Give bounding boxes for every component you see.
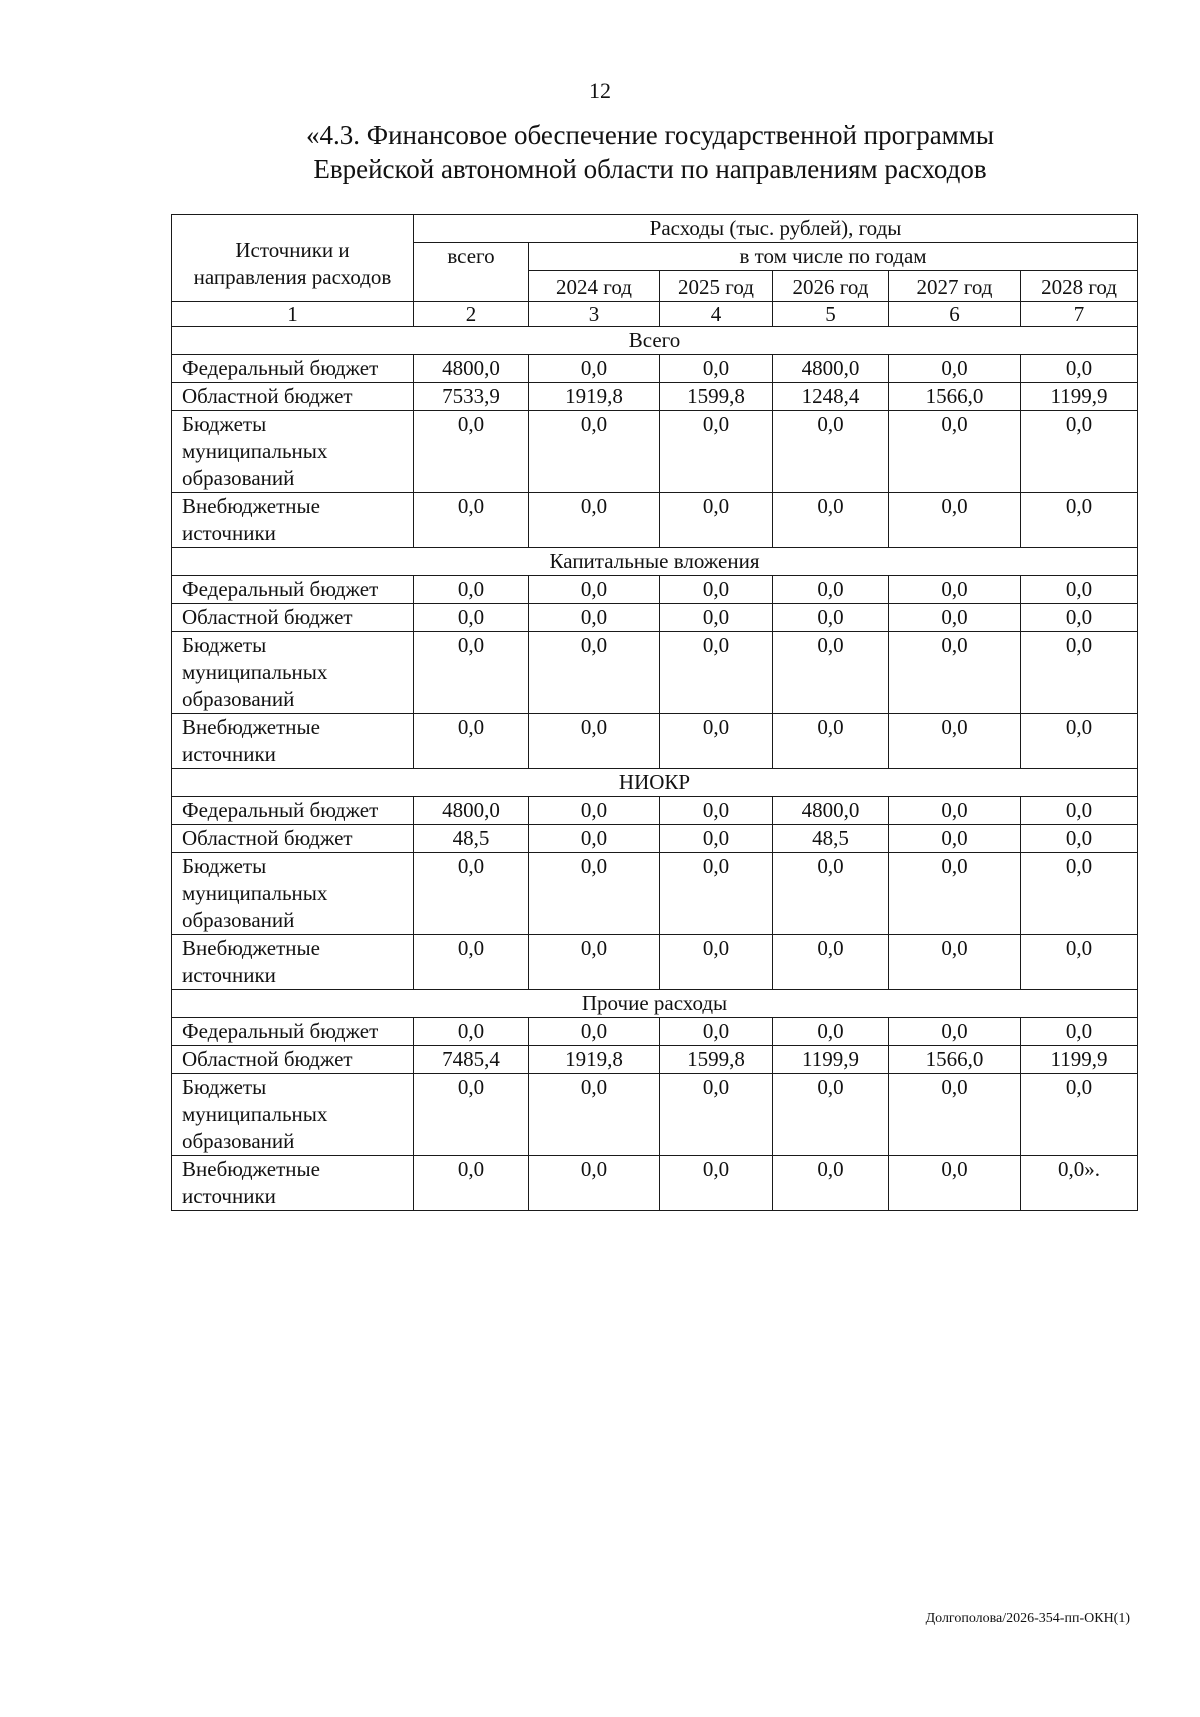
table-row [172,1156,1138,1211]
section-row [172,548,1138,576]
amount-cell: 0,0 [773,604,889,632]
amount-cell: 0,0 [414,576,529,604]
amount-cell: 0,0 [889,1156,1021,1211]
amount-cell: 0,0 [889,714,1021,769]
table-row [172,825,1138,853]
amount-cell: 0,0 [889,632,1021,714]
amount-cell: 0,0 [529,355,660,383]
section-title: Капитальные вложения [172,548,1138,576]
amount-cell: 0,0 [889,1018,1021,1046]
title-line-1: «4.3. Финансовое обеспечение государственной программы [306,120,994,150]
amount-cell: 0,0 [1021,797,1138,825]
column-number: 2 [414,302,529,327]
amount-cell: 0,0 [1021,576,1138,604]
amount-cell: 0,0». [1021,1156,1138,1211]
column-number: 6 [889,302,1021,327]
header-total: всего [414,243,529,302]
amount-cell: 0,0 [1021,632,1138,714]
amount-cell: 0,0 [529,632,660,714]
table-row [172,632,1138,714]
amount-cell: 0,0 [660,714,773,769]
section-title: НИОКР [172,769,1138,797]
amount-cell: 0,0 [414,493,529,548]
source-label: Областной бюджет [172,383,414,411]
table-row [172,1018,1138,1046]
amount-cell: 0,0 [889,797,1021,825]
amount-cell: 0,0 [529,576,660,604]
amount-cell: 0,0 [773,1156,889,1211]
source-label: Областной бюджет [172,604,414,632]
amount-cell: 0,0 [414,632,529,714]
amount-cell: 0,0 [414,853,529,935]
section-title: Прочие расходы [172,990,1138,1018]
table-row [172,714,1138,769]
amount-cell: 0,0 [529,1156,660,1211]
amount-cell: 0,0 [414,935,529,990]
amount-cell: 0,0 [773,632,889,714]
amount-cell: 0,0 [889,853,1021,935]
amount-cell: 0,0 [773,1018,889,1046]
amount-cell: 48,5 [773,825,889,853]
amount-cell: 0,0 [1021,1018,1138,1046]
amount-cell: 0,0 [414,411,529,493]
column-number: 7 [1021,302,1138,327]
column-number: 5 [773,302,889,327]
title-line-2: Еврейской автономной области по направлениям расходов [313,154,987,184]
amount-cell: 1599,8 [660,1046,773,1074]
document-code: Долгополова/2026-354-пп-ОКН(1) [925,1611,1130,1626]
source-label: Областной бюджет [172,1046,414,1074]
amount-cell: 4800,0 [414,797,529,825]
amount-cell: 1919,8 [529,1046,660,1074]
section-row [172,990,1138,1018]
amount-cell: 0,0 [660,411,773,493]
amount-cell: 0,0 [660,797,773,825]
amount-cell: 0,0 [414,1074,529,1156]
header-year: 2027 год [889,271,1021,302]
amount-cell: 0,0 [889,576,1021,604]
amount-cell: 0,0 [1021,853,1138,935]
amount-cell: 0,0 [414,604,529,632]
amount-cell: 0,0 [889,935,1021,990]
amount-cell: 0,0 [1021,1074,1138,1156]
header-row-1 [172,215,1138,243]
source-label: Федеральный бюджет [172,355,414,383]
amount-cell: 0,0 [889,355,1021,383]
amount-cell: 0,0 [889,493,1021,548]
amount-cell: 1248,4 [773,383,889,411]
amount-cell: 0,0 [1021,355,1138,383]
table-row [172,1046,1138,1074]
amount-cell: 7533,9 [414,383,529,411]
amount-cell: 0,0 [1021,493,1138,548]
table-row [172,1074,1138,1156]
table-row [172,493,1138,548]
amount-cell: 0,0 [773,576,889,604]
header-year: 2026 год [773,271,889,302]
amount-cell: 0,0 [889,411,1021,493]
amount-cell: 1566,0 [889,383,1021,411]
document-title [0,118,1200,186]
amount-cell: 0,0 [660,604,773,632]
amount-cell: 4800,0 [773,797,889,825]
table-row [172,604,1138,632]
source-label: Бюджеты муниципальных образований [172,853,414,935]
amount-cell: 0,0 [529,714,660,769]
amount-cell: 0,0 [773,714,889,769]
amount-cell: 0,0 [529,853,660,935]
source-label: Областной бюджет [172,825,414,853]
amount-cell: 0,0 [889,1074,1021,1156]
amount-cell: 0,0 [660,1074,773,1156]
amount-cell: 0,0 [1021,411,1138,493]
header-expenses: Расходы (тыс. рублей), годы [414,215,1138,243]
header-year: 2024 год [529,271,660,302]
section-title: Всего [172,327,1138,355]
source-label: Бюджеты муниципальных образований [172,632,414,714]
header-year: 2025 год [660,271,773,302]
source-label: Внебюджетные источники [172,714,414,769]
source-label: Внебюджетные источники [172,1156,414,1211]
amount-cell: 1199,9 [773,1046,889,1074]
amount-cell: 0,0 [414,714,529,769]
amount-cell: 0,0 [773,493,889,548]
amount-cell: 0,0 [889,825,1021,853]
amount-cell: 0,0 [773,1074,889,1156]
table-row [172,355,1138,383]
table-row [172,797,1138,825]
amount-cell: 0,0 [660,853,773,935]
amount-cell: 0,0 [1021,604,1138,632]
amount-cell: 1199,9 [1021,383,1138,411]
amount-cell: 0,0 [660,493,773,548]
amount-cell: 0,0 [1021,825,1138,853]
header-sources: Источники и направления расходов [172,215,414,302]
amount-cell: 0,0 [529,1074,660,1156]
amount-cell: 0,0 [660,825,773,853]
amount-cell: 0,0 [660,1156,773,1211]
column-numbers-row [172,302,1138,327]
amount-cell: 0,0 [529,935,660,990]
amount-cell: 0,0 [529,1018,660,1046]
column-number: 3 [529,302,660,327]
header-year: 2028 год [1021,271,1138,302]
amount-cell: 0,0 [1021,714,1138,769]
page-number: 12 [589,78,611,103]
amount-cell: 0,0 [660,1018,773,1046]
column-number: 4 [660,302,773,327]
amount-cell: 0,0 [529,411,660,493]
section-row [172,327,1138,355]
amount-cell: 0,0 [660,632,773,714]
source-label: Внебюджетные источники [172,935,414,990]
amount-cell: 1919,8 [529,383,660,411]
table-row [172,383,1138,411]
section-row [172,769,1138,797]
column-number: 1 [172,302,414,327]
amount-cell: 0,0 [773,935,889,990]
table-row [172,853,1138,935]
source-label: Бюджеты муниципальных образований [172,1074,414,1156]
amount-cell: 0,0 [773,853,889,935]
source-label: Бюджеты муниципальных образований [172,411,414,493]
header-by-years: в том числе по годам [529,243,1138,271]
amount-cell: 4800,0 [773,355,889,383]
amount-cell: 0,0 [889,604,1021,632]
amount-cell: 4800,0 [414,355,529,383]
amount-cell: 1199,9 [1021,1046,1138,1074]
amount-cell: 0,0 [529,797,660,825]
amount-cell: 0,0 [414,1018,529,1046]
amount-cell: 0,0 [660,935,773,990]
table-row [172,576,1138,604]
table-row [172,411,1138,493]
financing-table [171,214,1138,1211]
source-label: Внебюджетные источники [172,493,414,548]
amount-cell: 7485,4 [414,1046,529,1074]
amount-cell: 0,0 [529,493,660,548]
amount-cell: 0,0 [529,825,660,853]
amount-cell: 0,0 [660,576,773,604]
table-row [172,935,1138,990]
amount-cell: 0,0 [414,1156,529,1211]
amount-cell: 0,0 [660,355,773,383]
amount-cell: 1566,0 [889,1046,1021,1074]
source-label: Федеральный бюджет [172,1018,414,1046]
amount-cell: 0,0 [773,411,889,493]
amount-cell: 0,0 [529,604,660,632]
amount-cell: 1599,8 [660,383,773,411]
amount-cell: 0,0 [1021,935,1138,990]
source-label: Федеральный бюджет [172,576,414,604]
amount-cell: 48,5 [414,825,529,853]
source-label: Федеральный бюджет [172,797,414,825]
